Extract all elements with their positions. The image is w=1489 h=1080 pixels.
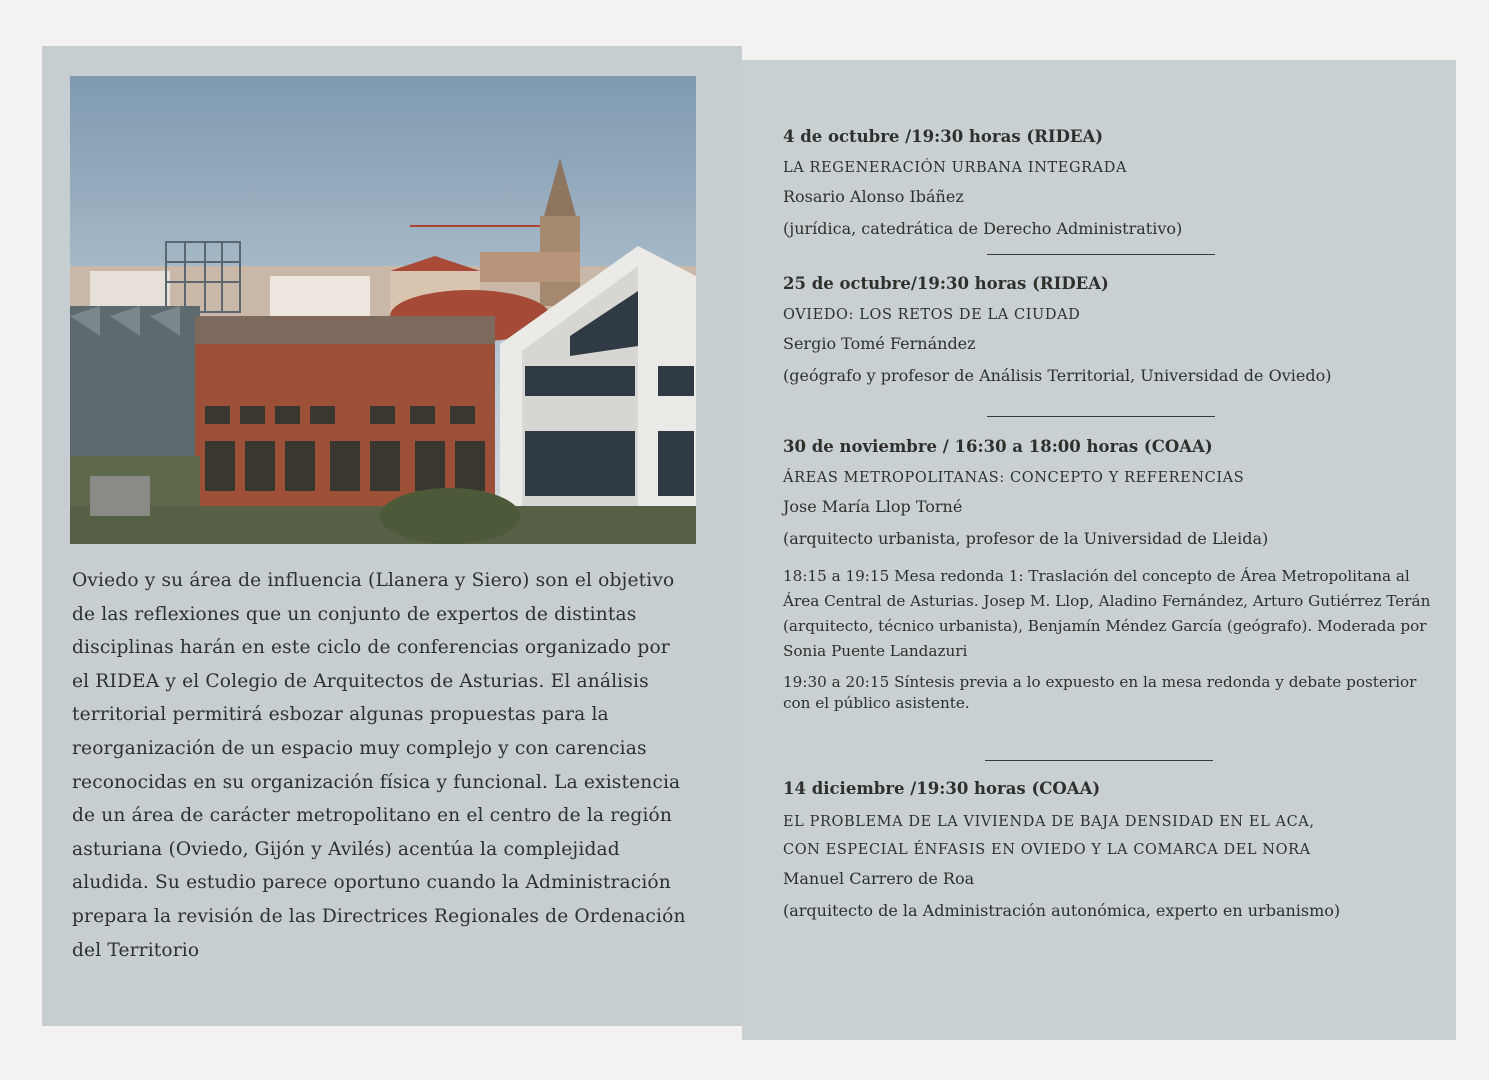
divider [985, 760, 1213, 761]
intro-paragraph: Oviedo y su área de influencia (Llanera y Siero) son el objetivo de las reflexiones que un conjunto de expertos de distintas disciplinas harán en este ciclo de conferencias organizado por el RIDEA y el Colegio de Arquitectos de Asturias. El análisis territorial permitirá esbozar algunas propuestas para la reorganización de un espacio muy complejo y con carencias reconocidas en su organización física y funcional. La existencia de un área de carácter metropolitano en el centro de la región asturiana (Oviedo, Gijón y Avilés) acentúa la complejidad aludida. Su estudio parece oportuno cuando la Administración prepara la revisión de las Directrices Regionales de Ordenación del Territorio [72, 570, 686, 961]
event-title: ÁREAS METROPOLITANAS: CONCEPTO Y REFERENCIAS [783, 470, 1245, 486]
event-speaker: Manuel Carrero de Roa [783, 869, 975, 888]
synthesis-text: 19:30 a 20:15 Síntesis previa a lo expuesto en la mesa redonda y debate posterior con el público asistente. [783, 673, 1417, 712]
event-speaker: Rosario Alonso Ibáñez [783, 187, 964, 206]
event-date: 4 de octubre /19:30 horas (RIDEA) [783, 127, 1104, 146]
city-photo [70, 76, 696, 544]
event-role: (arquitecto de la Administración autonómica, experto en urbanismo) [783, 901, 1341, 920]
divider [987, 254, 1215, 255]
round-table-text: 18:15 a 19:15 Mesa redonda 1: Traslación del concepto de Área Metropolitana al Área Central de Asturias. Josep M. Llop, Aladino Fernández, Arturo Gutiérrez Terán (arquitecto, técnico urbanista), Benjamín Méndez García (geógrafo). Moderada por Sonia Puente Landazuri [783, 567, 1431, 660]
event-speaker: Sergio Tomé Fernández [783, 334, 976, 353]
event-role: (geógrafo y profesor de Análisis Territorial, Universidad de Oviedo) [783, 366, 1332, 385]
event-date: 14 diciembre /19:30 horas (COAA) [783, 779, 1101, 798]
divider [987, 416, 1215, 417]
event-role: (arquitecto urbanista, profesor de la Universidad de Lleida) [783, 529, 1269, 548]
event-2 [783, 273, 1443, 387]
event-4 [783, 778, 1443, 922]
event-title: OVIEDO: LOS RETOS DE LA CIUDAD [783, 307, 1081, 323]
event-role: (jurídica, catedrática de Derecho Administrativo) [783, 219, 1183, 238]
event-3 [783, 436, 1443, 714]
event-1 [783, 126, 1443, 240]
event-title: LA REGENERACIÓN URBANA INTEGRADA [783, 160, 1128, 176]
event-title-line-2: CON ESPECIAL ÉNFASIS EN OVIEDO Y LA COMARCA DEL NORA [783, 842, 1311, 858]
event-title-line-1: EL PROBLEMA DE LA VIVIENDA DE BAJA DENSIDAD EN EL ACA, [783, 814, 1315, 830]
event-date: 30 de noviembre / 16:30 a 18:00 horas (COAA) [783, 437, 1213, 456]
city-photo-illustration [70, 76, 696, 544]
event-date: 25 de octubre/19:30 horas (RIDEA) [783, 274, 1109, 293]
event-speaker: Jose María Llop Torné [783, 497, 963, 516]
